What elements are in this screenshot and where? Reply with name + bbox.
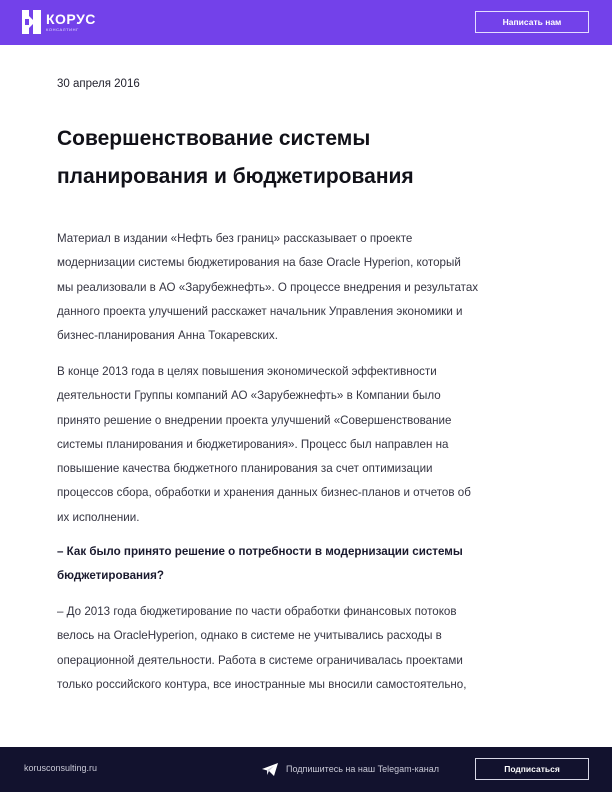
- text-line: модернизации системы бюджетирования на базе Oracle Hyperion, который: [57, 256, 461, 270]
- text-line: данного проекта улучшений расскажет начальник Управления экономики и: [57, 304, 463, 318]
- site-header: [0, 0, 612, 45]
- text-line: деятельности Группы компаний АО «Зарубежнефть» в Компании было: [57, 389, 441, 403]
- contact-us-button[interactable]: Написать нам: [475, 11, 589, 33]
- telegram-paper-plane-icon[interactable]: [262, 763, 278, 776]
- title-line: планирования и бюджетирования: [57, 165, 414, 188]
- text-line: мы реализовали в АО «Зарубежнефть». О процессе внедрения и результатах: [57, 280, 479, 294]
- korus-logo[interactable]: [22, 10, 96, 34]
- interview-answer: [57, 600, 557, 697]
- logo-name: КОРУС: [46, 10, 96, 27]
- text-line: операционной деятельности. Работа в системе ограничивалась проектами: [57, 653, 463, 667]
- text-line: их исполнении.: [57, 510, 140, 524]
- text-line: только российского контура, все иностранные мы вносили самостоятельно,: [57, 677, 467, 691]
- paragraph-intro: [57, 227, 557, 348]
- text-line: процессов сбора, обработки и хранения данных бизнес-планов и отчетов об: [57, 486, 471, 500]
- logo-subtitle: КОНСАЛТИНГ: [46, 26, 79, 32]
- site-link[interactable]: korusconsulting.ru: [24, 763, 98, 773]
- text-line: – Как было принято решение о потребности в модернизации системы: [57, 545, 463, 558]
- interview-question: [57, 540, 557, 589]
- text-line: В конце 2013 года в целях повышения экономической эффективности: [57, 365, 437, 378]
- title-line: Совершенствование системы: [57, 127, 371, 150]
- site-footer: [0, 747, 612, 792]
- korus-logo-mark-icon: [22, 10, 41, 34]
- text-line: системы планирования и бюджетирования». Процесс был направлен на: [57, 437, 449, 451]
- text-line: Материал в издании «Нефть без границ» рассказывает о проекте: [57, 232, 413, 245]
- text-line: бизнес-планирования Анна Токаревских.: [57, 329, 278, 343]
- telegram-subscribe-text[interactable]: Подпишитесь на наш Telegam-канал: [286, 764, 439, 774]
- text-line: бюджетирования?: [57, 569, 164, 583]
- paragraph-background: [57, 360, 557, 530]
- subscribe-button[interactable]: Подписаться: [475, 758, 589, 780]
- text-line: – До 2013 года бюджетирование по части обработки финансовых потоков: [57, 605, 457, 618]
- article-title: [57, 120, 557, 196]
- article-date: 30 апреля 2016: [57, 78, 140, 90]
- text-line: повышение качества бюджетного планирования за счет оптимизации: [57, 462, 433, 476]
- text-line: велось на OracleHyperion, однако в системе не учитывались расходы в: [57, 629, 442, 643]
- text-line: принято решение о внедрении проекта улучшений «Совершенствование: [57, 413, 452, 427]
